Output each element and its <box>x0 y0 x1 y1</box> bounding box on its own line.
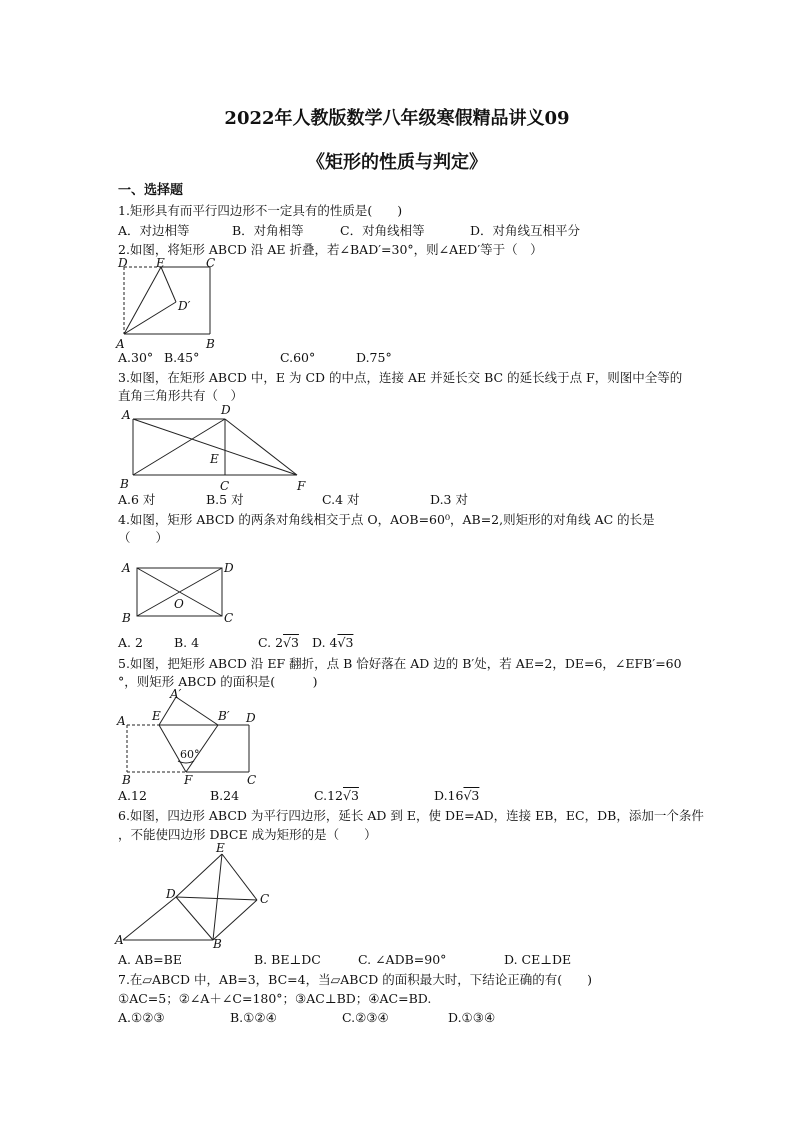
q5-option-c: C.12√3 <box>314 788 359 803</box>
q3-option-c: C.4 对 <box>322 492 360 507</box>
q5-option-d: D.16√3 <box>434 788 480 803</box>
q5-option-d-root: √3 <box>463 788 480 803</box>
q6-line-eb <box>213 854 222 940</box>
q4-option-c: C. 2√3 <box>258 635 299 650</box>
q2-line-ae <box>124 267 161 334</box>
q2-figure <box>110 256 230 352</box>
q2-option-a: A.30° <box>118 350 154 365</box>
q4-stem-line1: 4.如图，矩形 ABCD 的两条对角线相交于点 O，AOB=60⁰，AB=2,则矩形的对角线 AC 的长是 <box>118 512 655 527</box>
q3-label-b: B <box>120 477 129 491</box>
q3-option-d: D.3 对 <box>430 492 468 507</box>
q3-label-a: A <box>122 408 131 422</box>
q6-label-d: D <box>166 887 176 901</box>
q6-option-d: D. CE⊥DE <box>504 952 572 967</box>
q7-stem-line2: ①AC=5；②∠A＋∠C=180°；③AC⊥BD；④AC=BD. <box>118 991 432 1006</box>
q2-label-c: C <box>206 256 216 270</box>
q2-option-b: B.45° <box>164 350 200 365</box>
q5-line-ea-prime <box>159 697 176 725</box>
q6-label-a: A <box>115 933 124 947</box>
q6-label-e: E <box>216 841 225 855</box>
q1-option-c: C．对角线相等 <box>340 223 425 238</box>
q6-line-bc <box>213 900 257 940</box>
q5-label-d: D <box>246 711 256 725</box>
q4-label-b: B <box>122 611 131 625</box>
q6-figure <box>114 840 274 950</box>
q4-option-c-root: √3 <box>283 635 299 650</box>
q6-label-c: C <box>260 892 270 906</box>
q2-label-d-prime: D′ <box>178 299 191 313</box>
q6-label-b: B <box>213 937 222 950</box>
q5-stem-line1: 5.如图，把矩形 ABCD 沿 EF 翻折，点 B 恰好落在 AD 边的 B′处，若 AE=2，DE=6，∠EFB′=60 <box>118 656 682 671</box>
q2-stem: 2.如图，将矩形 ABCD 沿 AE 折叠，若∠BAD′=30°，则∠AED′等于（ ） <box>118 242 543 257</box>
q6-stem-line1: 6.如图，四边形 ABCD 为平行四边形，延长 AD 到 E，使 DE=AD，连接 EB，EC，DB，添加一个条件 <box>118 808 704 823</box>
q5-line-a-prime-b-prime <box>176 697 218 725</box>
q6-option-b: B. BE⊥DC <box>254 952 321 967</box>
q3-label-f: F <box>297 479 306 492</box>
q4-label-a: A <box>122 561 131 575</box>
q5-label-f: F <box>184 773 193 786</box>
q6-line-ec <box>222 854 257 900</box>
q4-stem-line2: （ ） <box>118 530 169 545</box>
q7-stem-line1: 7.在▱ABCD 中，AB=3，BC=4，当▱ABCD 的面积最大时，下结论正确的有( ) <box>118 972 592 987</box>
q2-label-e: E <box>156 256 165 270</box>
q3-line-af <box>133 419 297 475</box>
q3-figure <box>114 402 314 492</box>
q3-stem-line1: 3.如图，在矩形 ABCD 中，E 为 CD 的中点，连接 AE 并延长交 BC 的延长线于点 F，则图中全等的 <box>118 370 683 385</box>
q5-label-a: A <box>117 714 126 728</box>
q2-line-ad-prime <box>124 302 176 334</box>
q5-label-b-prime: B′ <box>218 709 230 723</box>
q5-option-b: B.24 <box>210 788 240 803</box>
document-title: 2022年人教版数学八年级寒假精品讲义09 <box>224 108 570 129</box>
q7-option-c: C.②③④ <box>342 1010 389 1025</box>
q6-line-db <box>176 897 213 940</box>
q6-line-de <box>176 854 222 897</box>
document-subtitle: 《矩形的性质与判定》 <box>307 152 487 173</box>
q1-option-b: B．对角相等 <box>232 223 304 238</box>
q6-stem-line2: ，不能使四边形 DBCE 成为矩形的是（ ） <box>118 827 377 842</box>
q3-option-a: A.6 对 <box>118 492 156 507</box>
q5-label-e: E <box>152 709 161 723</box>
q4-figure <box>114 556 244 628</box>
q2-label-a: A <box>116 337 125 351</box>
q4-label-d: D <box>224 561 234 575</box>
q4-option-b: B. 4 <box>174 635 200 650</box>
q2-option-d: D.75° <box>356 350 392 365</box>
q7-option-a: A.①②③ <box>118 1010 165 1025</box>
q7-option-b: B.①②④ <box>230 1010 277 1025</box>
q5-label-b: B <box>122 773 131 786</box>
q5-option-c-root: √3 <box>343 788 359 803</box>
q1-option-a: A．对边相等 <box>118 223 190 238</box>
q6-option-c: C. ∠ADB=90° <box>358 952 447 967</box>
q4-label-c: C <box>224 611 234 625</box>
q5-label-c: C <box>247 773 257 786</box>
q3-label-d: D <box>221 403 231 417</box>
q3-line-df <box>225 419 297 475</box>
q4-option-d-root: √3 <box>337 635 354 650</box>
q3-option-b: B.5 对 <box>206 492 244 507</box>
section-heading: 一、选择题 <box>118 183 184 198</box>
q2-label-b: B <box>206 337 215 351</box>
q4-label-o: O <box>174 597 184 611</box>
q6-option-a: A. AB=BE <box>118 952 182 967</box>
q3-label-e: E <box>210 452 219 466</box>
q5-figure <box>114 688 264 786</box>
q5-stem-line2: °，则矩形 ABCD 的面积是( ) <box>118 674 318 689</box>
q1-stem: 1.矩形具有而平行四边形不一定具有的性质是( ) <box>118 203 403 218</box>
q4-option-a: A. 2 <box>118 635 143 650</box>
q2-line-ed <box>161 267 176 302</box>
q2-label-d: D <box>118 256 128 270</box>
q6-line-ad <box>123 897 176 940</box>
q5-label-a-prime: A′ <box>170 688 182 701</box>
q3-stem-line2: 直角三角形共有（ ） <box>118 388 244 403</box>
q3-line-bd <box>133 419 225 475</box>
q7-option-d: D.①③④ <box>448 1010 496 1025</box>
q1-option-d: D．对角线互相平分 <box>470 223 581 238</box>
q5-angle-label: 60° <box>180 748 200 761</box>
q2-option-c: C.60° <box>280 350 316 365</box>
q5-option-a: A.12 <box>118 788 147 803</box>
q6-line-dc <box>176 897 257 900</box>
q4-option-d: D. 4√3 <box>312 635 354 650</box>
q3-label-c: C <box>220 479 230 492</box>
